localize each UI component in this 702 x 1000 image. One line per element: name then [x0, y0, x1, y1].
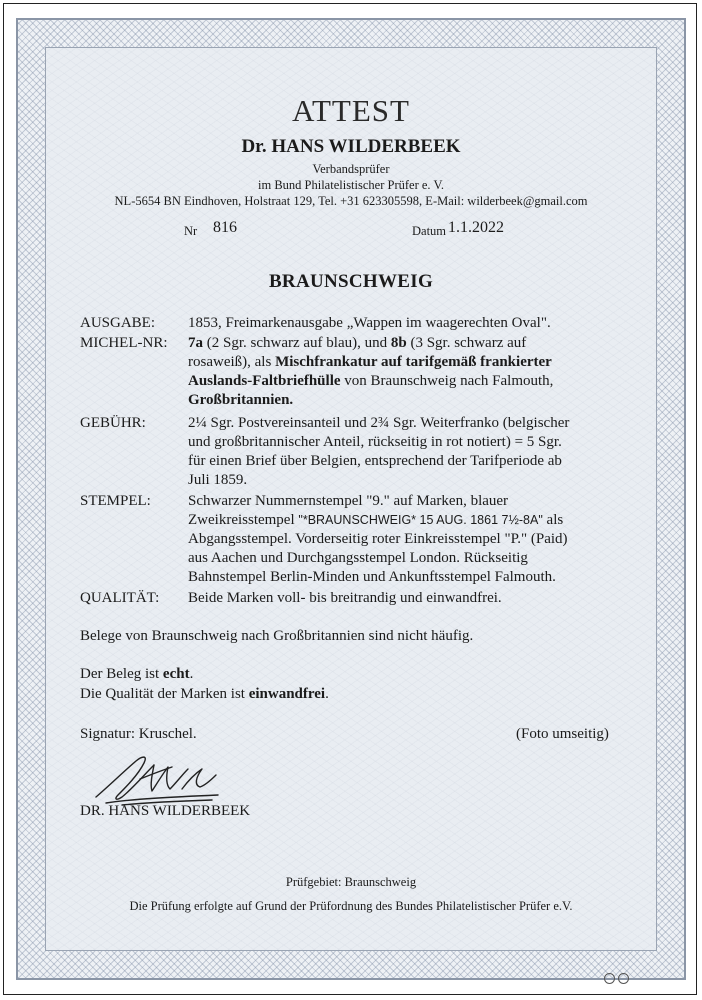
- footer-note: Die Prüfung erfolgte auf Grund der Prüfordnung des Bundes Philatelistischer Prüfer e.V.: [129, 899, 573, 913]
- verdict-text: .: [325, 686, 329, 702]
- foto-note: (Foto umseitig): [516, 726, 609, 742]
- michel-line-4: [188, 392, 293, 409]
- verdict-echt: echt: [162, 666, 190, 682]
- expert-role: Verbandsprüfer: [312, 162, 390, 176]
- michel-line-2: [188, 354, 552, 371]
- michel-number-7a: 7a: [188, 335, 203, 351]
- stempel-line-4: aus Aachen und Durchgangsstempel London. Rückseitig: [188, 550, 528, 566]
- stempel-line-2: [188, 512, 563, 529]
- gebuehr-line-2: und großbritannischer Anteil, rückseitig in rot notiert) = 5 Sgr.: [188, 434, 562, 450]
- michel-bold-text: Mischfrankatur auf tarifgemäß frankierter: [275, 354, 552, 370]
- postmark-inscription: "*BRAUNSCHWEIG* 15 AUG. 1861 7½-8A": [298, 513, 543, 527]
- remark-text: Belege von Braunschweig nach Großbritannien sind nicht häufig.: [80, 628, 474, 644]
- gebuehr-label: GEBÜHR:: [80, 415, 146, 431]
- verdict-text: .: [189, 666, 194, 682]
- michel-label: MICHEL-NR:: [80, 335, 168, 351]
- michel-text: (2 Sgr. schwarz auf blau), und: [203, 335, 391, 351]
- ausgabe-text: 1853, Freimarkenausgabe „Wappen im waagerechten Oval".: [188, 315, 551, 331]
- expert-address: NL-5654 BN Eindhoven, Holstraat 129, Tel. +31 623305598, E-Mail: wilderbeek@gmail.com: [114, 194, 588, 208]
- michel-text: von Braunschweig nach Falmouth,: [340, 373, 554, 389]
- gebuehr-line-1: 2¼ Sgr. Postvereinsanteil und 2¾ Sgr. Weiterfranko (belgischer: [188, 415, 570, 431]
- gebuehr-line-3: für einen Brief über Belgien, entsprechend der Tarifperiode ab: [188, 453, 562, 469]
- state-heading: BRAUNSCHWEIG: [268, 271, 434, 292]
- michel-line-1: [188, 335, 526, 352]
- signer-name: DR. HANS WILDERBEEK: [80, 803, 251, 819]
- circle-mark-icon: [618, 973, 629, 984]
- michel-bold-text: Großbritannien.: [188, 392, 294, 408]
- qualitaet-text: Beide Marken voll- bis breitrandig und einwandfrei.: [188, 590, 502, 606]
- verdict-text: Der Beleg ist: [80, 666, 163, 682]
- qualitaet-label: QUALITÄT:: [80, 590, 160, 606]
- date-label: Datum: [412, 224, 447, 238]
- circle-marks: [604, 973, 632, 984]
- stempel-text: Zweikreisstempel: [188, 512, 299, 528]
- michel-number-8b: 8b: [390, 335, 407, 351]
- stempel-line-1: Schwarzer Nummernstempel "9." auf Marken, blauer: [188, 493, 509, 509]
- certificate-number-label: Nr: [184, 224, 198, 238]
- verdict-einwandfrei: einwandfrei: [248, 686, 326, 702]
- stempel-text: als: [542, 512, 564, 528]
- pruefgebiet-text: Prüfgebiet: Braunschweig: [285, 875, 417, 889]
- michel-line-3: [188, 373, 553, 390]
- verdict-line-2: [80, 686, 329, 703]
- certificate-date: 1.1.2022: [448, 219, 504, 236]
- stempel-line-3: Abgangsstempel. Vorderseitig roter Einkreisstempel "P." (Paid): [188, 531, 568, 547]
- michel-text: (3 Sgr. schwarz auf: [406, 335, 527, 351]
- ausgabe-label: AUSGABE:: [80, 315, 156, 331]
- verdict-line-1: [80, 666, 193, 683]
- handwritten-signature: [92, 745, 232, 809]
- stempel-label: STEMPEL:: [80, 493, 151, 509]
- expert-association: im Bund Philatelistischer Prüfer e. V.: [258, 178, 444, 192]
- stempel-line-5: Bahnstempel Berlin-Minden und Ankunftsstempel Falmouth.: [188, 569, 556, 585]
- certificate-number: 816: [213, 219, 237, 236]
- signatur-text: Signatur: Kruschel.: [80, 726, 197, 742]
- michel-text: rosaweiß), als: [188, 354, 276, 370]
- verdict-text: Die Qualität der Marken ist: [80, 686, 249, 702]
- circle-mark-icon: [604, 973, 615, 984]
- gebuehr-line-4: Juli 1859.: [188, 472, 248, 488]
- expert-name: Dr. HANS WILDERBEEK: [241, 136, 461, 157]
- michel-bold-text: Auslands-Faltbriefhülle: [188, 373, 341, 389]
- document-title: ATTEST: [292, 93, 410, 128]
